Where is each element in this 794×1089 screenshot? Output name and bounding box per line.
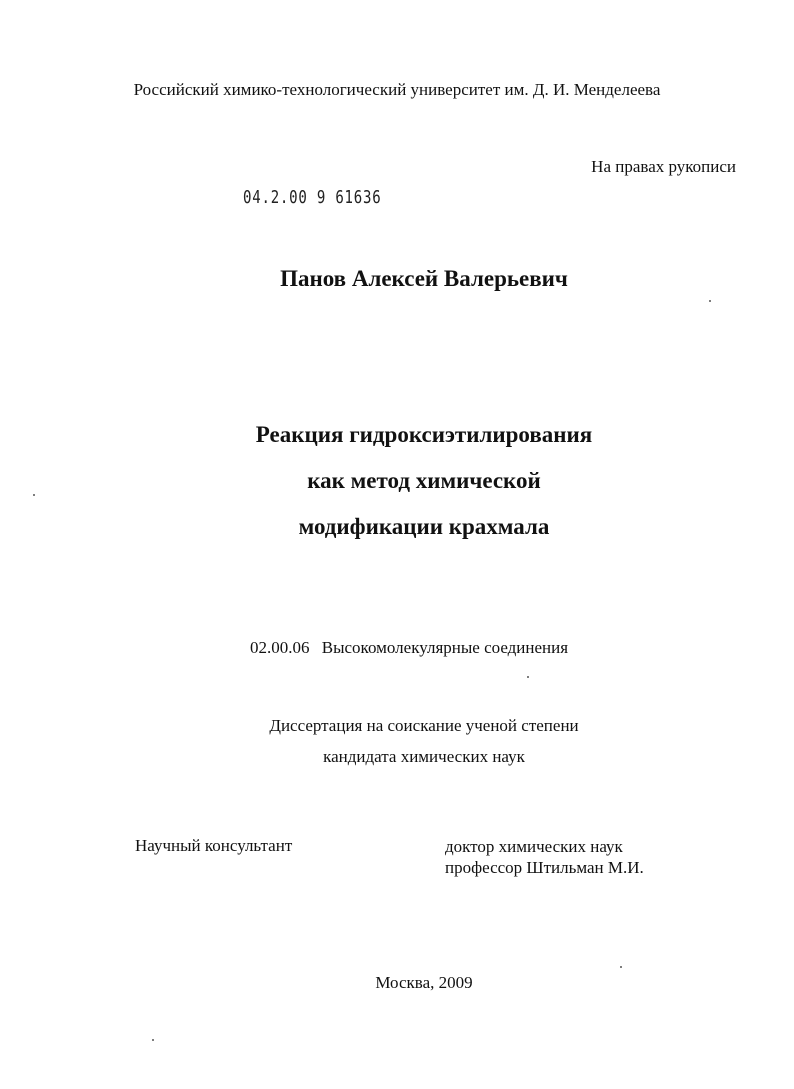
degree-line-1: Диссертация на соискание ученой степени (269, 716, 579, 735)
consultant-name: профессор Штильман М.И. (445, 858, 644, 877)
title-line-1: Реакция гидроксиэтилирования (255, 422, 593, 447)
title-line-2: как метод химической (307, 468, 541, 493)
city-year: Москва, 2009 (375, 973, 473, 992)
university-name: Российский химико-технологический университет им. Д. И. Менделеева (133, 80, 661, 99)
title-line-3: модификации крахмала (298, 514, 550, 539)
scan-speck (152, 1039, 154, 1041)
scan-speck (620, 966, 622, 968)
specialty-name: Высокомолекулярные соединения (321, 638, 569, 657)
consultant-title: доктор химических наук (445, 837, 623, 856)
author-name: Панов Алексей Валерьевич (280, 266, 568, 291)
specialty (250, 638, 568, 658)
consultant-label: Научный консультант (135, 836, 293, 855)
inventory-stamp: 04.2.00 9 61636 (243, 187, 382, 208)
scan-speck (709, 300, 711, 302)
degree-line-2: кандидата химических наук (323, 747, 525, 766)
scan-speck (527, 676, 529, 678)
consultant-info (445, 836, 644, 878)
rights-note: На правах рукописи (591, 157, 736, 176)
scan-speck (33, 494, 35, 496)
degree-statement (0, 710, 794, 772)
specialty-code: 02.00.06 (250, 638, 310, 657)
dissertation-title (0, 412, 794, 550)
